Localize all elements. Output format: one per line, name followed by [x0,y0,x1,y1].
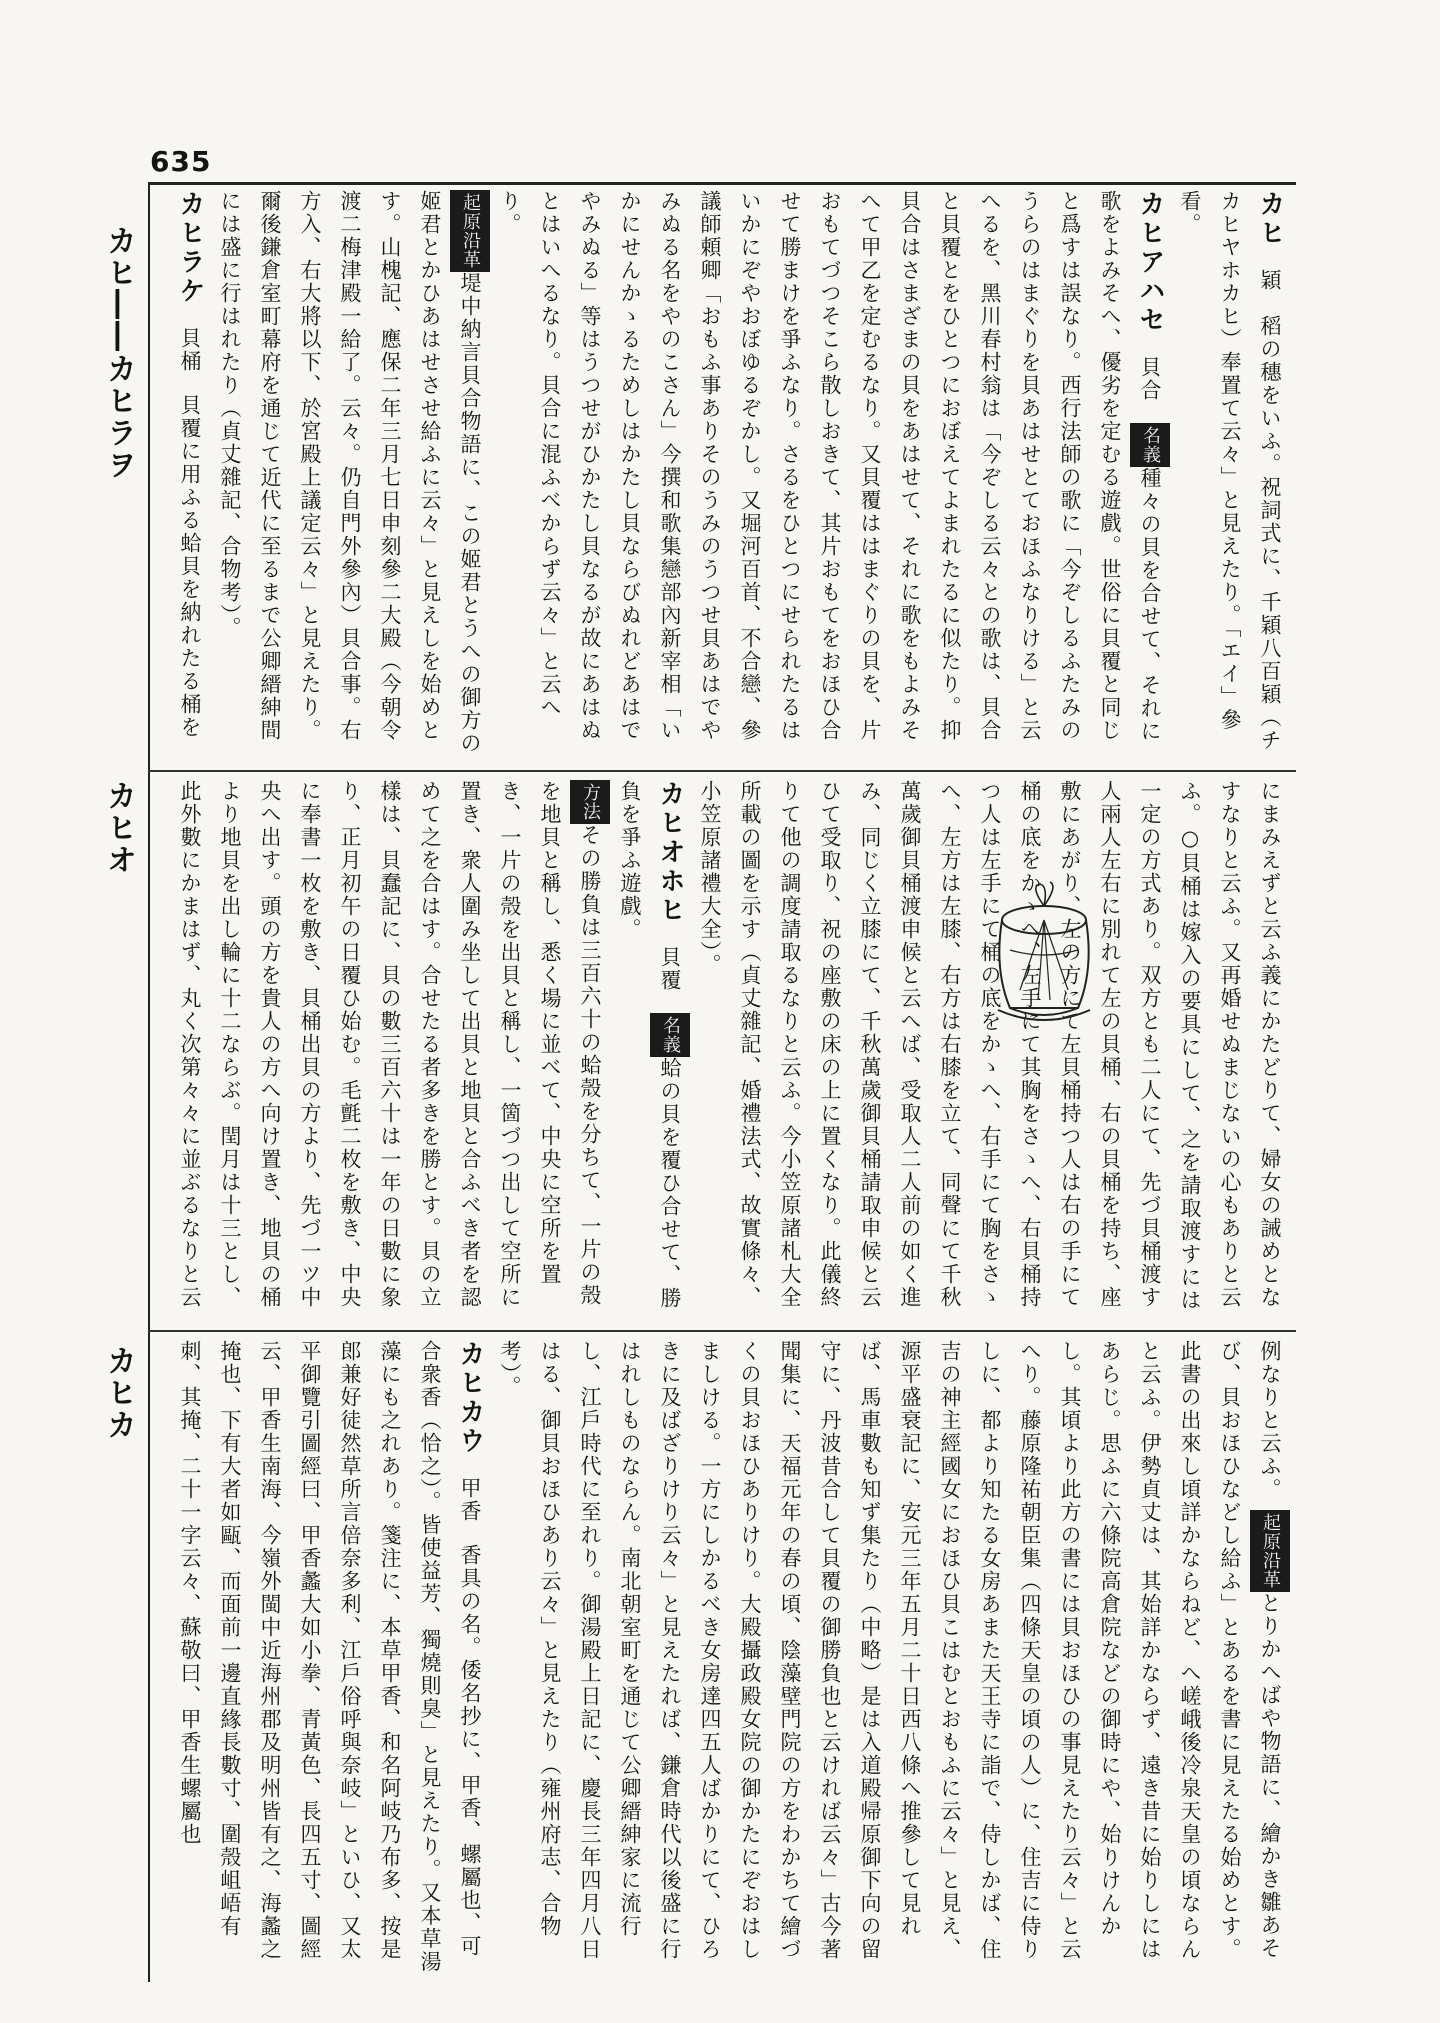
entry-kahioke-cont [698,780,1282,1312]
entry-kahiohohi-cont [1258,1340,1282,1510]
section-divider [148,770,1296,772]
entry-body: 堤中納言貝合物語に、この姬君とうへの御方の姬君とかひあはせさせ給ふに云々」と見えしを始めとす。山槐記、應保二年三月七日申刻參二大殿（今朝令渡二梅津殿一給了。云々。仍自門外參內）貝合事。右方入、右大將以下、於宮殿上議定云々」と見えたり。爾後鎌倉室町幕府を通じて近代に至るまで公卿縉紳間には盛に行はれたり（貞丈雜記、合物考）。 [218,190,482,755]
entry-body: 香具の名。倭名抄に、甲香、螺屬也、可合衆香（恰之）。皆使益芳、獨燒則臭」と見えたり。又本草湯藻にも之れあり。箋注に、本草甲香、和名阿岐乃布多、按是郎兼好徒然草所言倍奈多利、江戶俗呼與奈岐」といひ、又太平御覽引圖經曰、甲香蠡大如小拳、青黃色、長四五寸、圖經云、甲香生南海、今嶺外閩中近海州郡及明州皆有之、海蠡之掩也、下有大者如甌、而面前一邊直緣長數寸、圍殼岨峿有刺、其掩、二十一字云々、蘇敬曰、甲香生螺屬也 [178,1340,482,1974]
text-section-middle [165,780,1290,1320]
subheading-tag: 方法 [570,780,610,824]
entry-body: その勝負は三百六十の蛤殼を分ちて、一片の殼を地貝と稱し、悉く場に並べて、中央に空所を置き、一片の殼を出貝と稱し、一箇づつ出して空所に置き、衆人圍み坐して出貝と地貝と合ふべき者を認めて之を合はす。合せたる者多きを勝とす。貝の立樣は、貝蠢記に、貝の數三百六十は一年の日數に象り、正月初午の日覆ひ始む。毛氈二枚を敷き、中央に奉書一枚を敷き、貝桶出貝の方より、先づ一ツ中央へ出す。頭の方を貴人の方へ向け置き、地貝の桶より地貝を出し輪に十二ならぶ。閏月は十三とし、此外數にかまはず、丸く次第々々に並ぶるなりと云 [178,780,602,1309]
entry-reading: 貝覆 [658,946,682,992]
running-head-top: カヒ――カヒラヲ [101,225,136,481]
kai-oke-icon [980,880,1108,1030]
entry-kahiohohi [618,780,685,1310]
page-number: 635 [150,145,212,178]
entry-kahiohohi-origin [498,1340,1282,1961]
running-head-bottom: カヒカ [101,1345,136,1441]
text-section-top [165,190,1290,760]
entry-kahiawase-origin [218,190,482,755]
entry-body: 例なりと云ふ。 [1258,1340,1282,1501]
headword: カヒオホヒ [655,780,685,925]
entry-reading: 貝桶 [178,327,202,373]
header-rule [148,182,1296,185]
headword: カヒアハセ [1135,190,1165,335]
headword: カヒラケ [175,190,205,306]
entry-body: 貝覆に用ふる蛤貝を納れたる桶を [178,394,202,739]
entry-kahi [1178,190,1285,752]
running-head-middle: カヒオ [101,780,136,876]
subheading-tag: 起原沿革 [1250,1510,1290,1592]
entry-body: 種々の貝を合せて、それに歌をよみそへ、優劣を定むる遊戲。世俗に貝覆と同じと爲すは誤なり。西行法師の歌に「今ぞしるふたみのうらのはまぐりを貝あはせとておほふなりける」と云へるを、黑川春村翁は「今ぞしる云々との歌は、貝合と貝覆とをひとつにおぼえてよまれたるに似たり。抑貝合はさまざまの貝をあはせて、それに歌をもよみそへて甲乙を定むるなり。又貝覆ははまぐりの貝を、片おもてづつそこら散しおきて、其片おもてをおほひ合せて勝まけを爭ふなり。さるをひとつにせられたるはいかにぞやおぼゆるぞかし。又堀河百首、不合戀、參議師頼卿「おもふ事ありそのうみのうつせ貝あはでやみぬる名をやのこさん」今撰和歌集戀部內新宰相「いかにせんかゝるためしはかたし貝ならびぬれどあはでやみぬる」等はうつせがひかたし貝なるが故にあはぬとはいへるなり。貝合に混ふべからず云々」と云へり。 [498,190,1162,743]
section-divider [148,1330,1296,1332]
entry-kahioke [165,190,205,742]
subheading-tag: 名義 [1130,423,1170,467]
entry-kahikau [178,1340,485,1974]
entry-kahiawase [498,190,1165,743]
margin-rule [148,182,150,1982]
entry-body: 蛤の貝を覆ひ合せて、勝負を爭ふ遊戲。 [618,780,682,1310]
entry-body: 穎 稻の穗をいふ。祝詞式に、千穎八百穎（チカヒヤホカヒ）奉置て云々」と見えたり。「エイ」參看。 [1178,190,1282,752]
entry-body: とりかへばや物語に、繪かき雛あそび、貝おほひなどし給ふ」とあるを書に見えたる始めとす。此書の出來し頃詳かならねど、へ嵯峨後冷泉天皇の頃ならんと云ふ。伊勢貞丈は、其始詳かならず、遠き昔に始りしにはあらじ。思ふに六條院高倉院などの御時にや、始りけんかし。其頃より此方の書には貝おほひの事見えたり云々」と云へり。藤原隆祐朝臣集（四條天皇の頃の人）に、住吉に侍りしに、都より知たる女房あまた天王寺に詣で、侍しかば、住吉の神主經國女におほひ貝こはむとおもふに云々」と見え、源平盛衰記に、安元三年五月二十日西八條へ推參して見れば、馬車數も知ず集たり（中略）是は入道殿帰原御下向の留守に、丹波昔合して貝覆の御勝負也と云ければ云々」古今著聞集に、天福元年の春の頃、陰藻壁門院の方をわかちて繪づくの貝おほひありけり。大殿攝政殿女院の御かたにぞおはしましける。一方にしかるべき女房達四五人ばかりにて、ひろきに及ばざりけり云々」と見えたれば、鎌倉時代以後盛に行はれしものならん。南北朝室町を通じて公卿縉紳家に流行し、江戶時代に至れり。御湯殿上日記に、慶長三年四月八日はる、御貝おほひあり云々」と見えたり（雍州府志、合物考）。 [498,1340,1282,1961]
headword: カヒカウ [455,1340,485,1456]
subheading-tag: 名義 [650,1013,690,1057]
entry-body: にまみえずと云ふ義にかたどりて、婦女の誡めとなすなりと云ふ。又再婚せぬまじないの心もありと云ふ。○貝桶は嫁入の要具にして、之を請取渡すには一定の方式あり。双方とも二人にて、先づ貝桶渡す人兩人左右に別れて左の貝桶、右の貝桶を持ち、座敷にあがり、左の方にて左貝桶持つ人は右の手にて桶の底をかゝへ、左手にて其胸をさゝへ、右貝桶持つ人は左手にて桶の底をかゝへ、右手にて胸をさゝへ、左方は左膝、右方は右膝を立て、同聲にて千秋萬歲御貝桶渡申候と云へば、受取人二人前の如く進み、同じく立膝にて、千秋萬歲御貝桶請取申候と云ひて受取り、祝の座敷の床の上に置くなり。此儀終りて他の調度請取るなりと云ふ。今小笠原諸札大全所載の圖を示す（貞丈雜記、婚禮法式、故實條々、小笠原諸禮大全）。 [698,780,1282,1312]
subheading-tag: 起原沿革 [450,190,490,272]
entry-reading: 甲香 [458,1477,482,1523]
entry-reading: 貝合 [1138,356,1162,402]
text-section-bottom [165,1340,1290,1980]
entry-kahiohohi-method [165,780,602,1309]
headword: カヒ [1255,190,1285,248]
